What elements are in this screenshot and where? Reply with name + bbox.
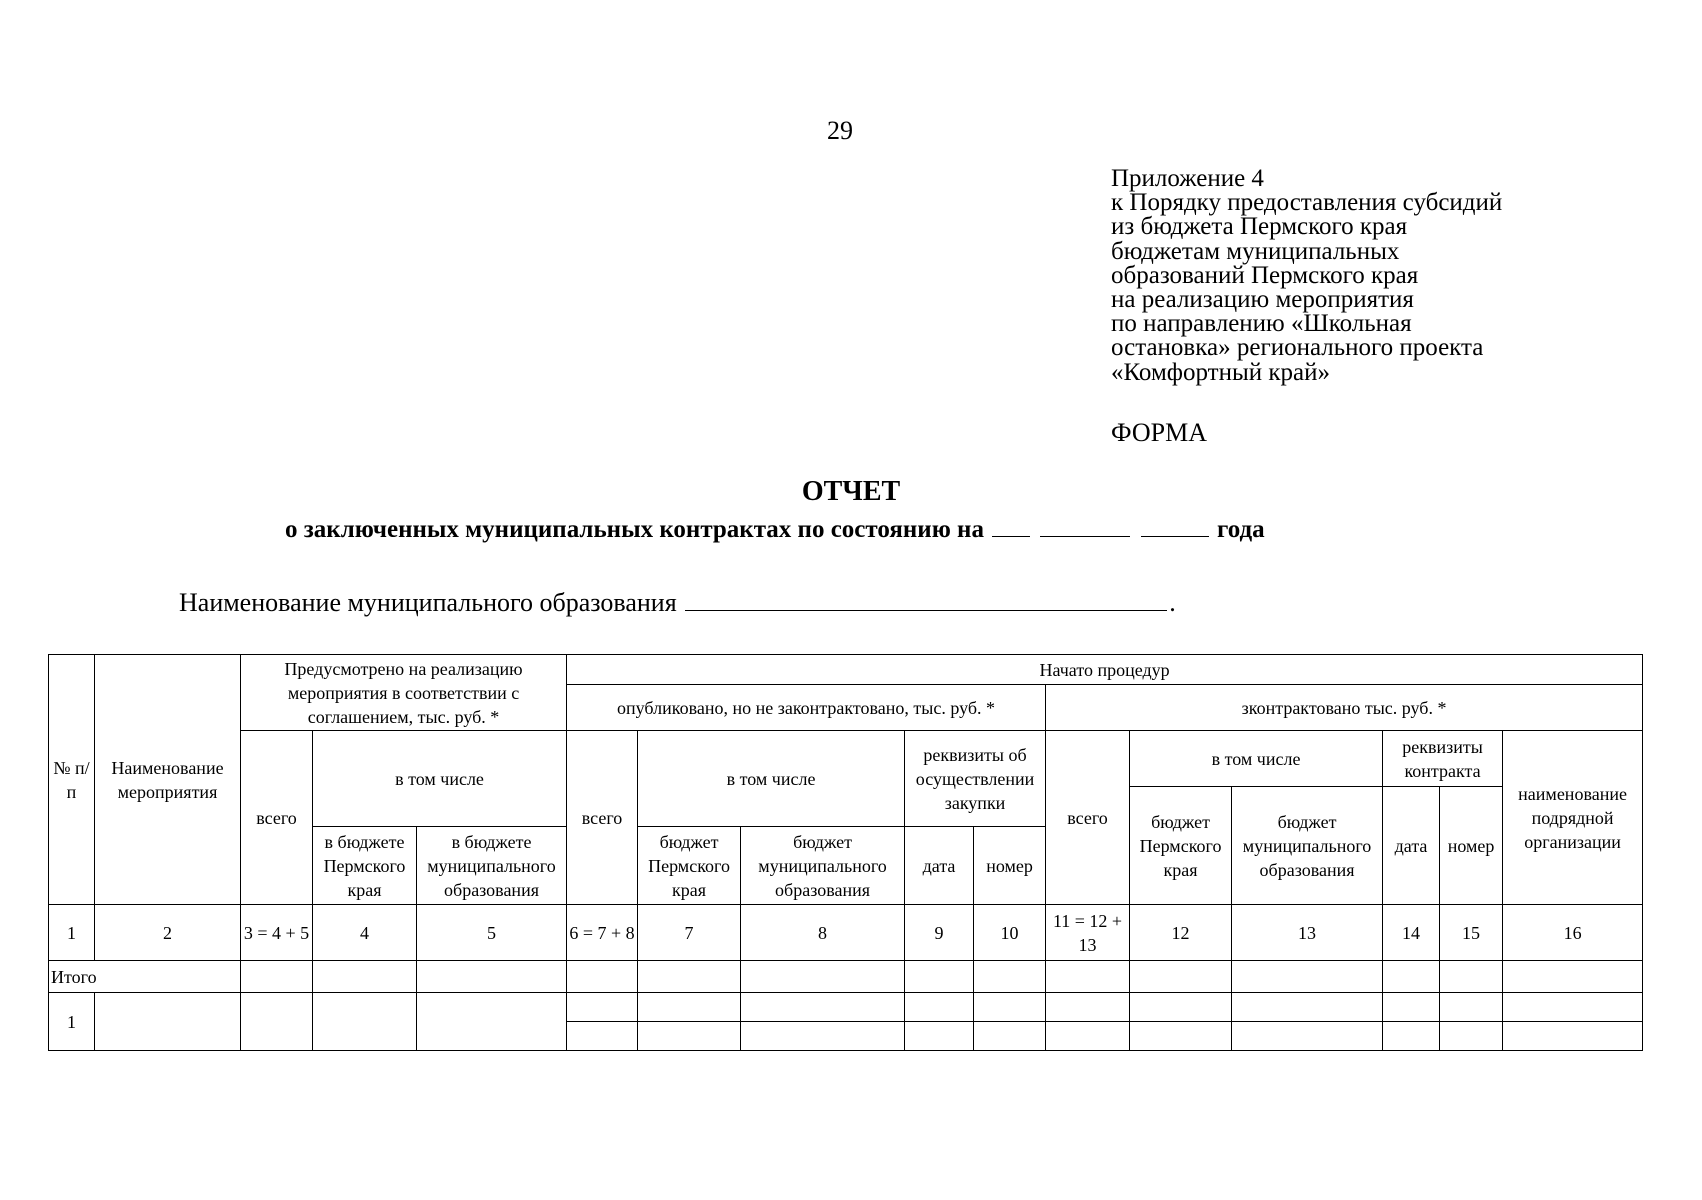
header-procurement-date: дата [905,827,974,905]
column-number: 11 = 12 + 13 [1046,905,1130,961]
table-cell[interactable] [313,961,417,993]
table-cell[interactable] [905,961,974,993]
column-number: 1 [49,905,95,961]
header-in-mun-budget: в бюджете муниципального образования [417,827,567,905]
appendix-block [1111,167,1581,385]
appendix-line: образований Пермского края [1111,261,1419,289]
table-cell[interactable] [741,961,905,993]
table-cell[interactable] [313,993,417,1051]
header-mun-budget: бюджет муниципального образования [741,827,905,905]
column-number: 12 [1130,905,1232,961]
column-number: 10 [974,905,1046,961]
table-cell[interactable] [741,1022,905,1051]
column-number: 7 [638,905,741,961]
report-subtitle [285,514,1265,544]
appendix-line: «Комфортный край» [1111,358,1330,386]
table-cell[interactable] [638,993,741,1022]
table-cell[interactable] [417,993,567,1051]
table-cell[interactable] [1046,993,1130,1022]
header-in-perm-budget: в бюджете Пермского края [313,827,417,905]
year-blank[interactable] [1141,514,1209,537]
header-row [49,655,1643,685]
municipality-label: Наименование муниципального образования [179,588,677,617]
table-cell[interactable] [1232,1022,1383,1051]
report-title: ОТЧЕТ [801,476,901,507]
column-number: 16 [1503,905,1643,961]
header-contractor: наименование подрядной организации [1503,731,1643,905]
table-cell[interactable] [1130,993,1232,1022]
header-perm-budget: бюджет Пермского края [1130,787,1232,905]
municipality-suffix: . [1169,588,1176,617]
header-row [49,731,1643,787]
form-label: ФОРМА [1111,418,1207,447]
table-cell[interactable] [638,1022,741,1051]
header-planned-including: в том числе [313,731,567,827]
table-cell[interactable] [567,961,638,993]
header-contracted-including: в том числе [1130,731,1383,787]
column-number: 14 [1383,905,1440,961]
column-numbers-row [49,905,1643,961]
table-cell[interactable] [567,1022,638,1051]
month-blank[interactable] [1040,514,1130,537]
table-cell[interactable] [241,961,313,993]
header-planned: Предусмотрено на реализацию мероприятия в соответствии с соглашением, тыс. руб. * [241,655,567,731]
table-cell[interactable] [638,961,741,993]
appendix-line: по направлению «Школьная [1111,310,1412,338]
header-procurement-number: номер [974,827,1046,905]
subtitle-text: о заключенных муниципальных контрактах по состоянию на [285,516,984,543]
header-contract-details: реквизиты контракта [1383,731,1503,787]
header-perm-budget: бюджет Пермского края [638,827,741,905]
total-label: Итого [49,961,241,993]
table-cell[interactable] [1383,961,1440,993]
header-started: Начато процедур [567,655,1643,685]
table-cell[interactable] [1383,993,1440,1022]
header-contract-number: номер [1440,787,1503,905]
header-contract-date: дата [1383,787,1440,905]
table-cell[interactable] [1440,993,1503,1022]
table-cell[interactable] [1440,1022,1503,1051]
table-cell[interactable] [1046,1022,1130,1051]
header-contracted-total: всего [1046,731,1130,905]
header-published: опубликовано, но не законтрактовано, тыс. руб. * [567,685,1046,731]
header-mun-budget: бюджет муниципального образования [1232,787,1383,905]
column-number: 4 [313,905,417,961]
appendix-line: из бюджета Пермского края [1111,213,1408,241]
table-cell[interactable] [1232,961,1383,993]
table-cell[interactable] [974,1022,1046,1051]
table-cell[interactable] [905,1022,974,1051]
table-cell[interactable] [1130,961,1232,993]
column-number: 15 [1440,905,1503,961]
table-cell[interactable] [567,993,638,1022]
table-cell[interactable] [1046,961,1130,993]
report-table [48,654,1643,1051]
appendix-line: к Порядку предоставления субсидий [1111,189,1503,217]
header-num: № п/п [49,655,95,905]
column-number: 6 = 7 + 8 [567,905,638,961]
appendix-line: остановка» регионального проекта [1111,334,1484,362]
column-number: 9 [905,905,974,961]
table-cell[interactable] [741,993,905,1022]
table-cell[interactable] [1503,961,1643,993]
header-name: Наименование мероприятия [95,655,241,905]
table-cell[interactable] [1503,993,1643,1022]
header-published-including: в том числе [638,731,905,827]
header-procurement-details: реквизиты об осуществлении закупки [905,731,1046,827]
header-published-total: всего [567,731,638,905]
table-cell[interactable] [241,993,313,1051]
table-cell[interactable] [974,993,1046,1022]
table-cell[interactable] [905,993,974,1022]
column-number: 13 [1232,905,1383,961]
table-cell[interactable] [1440,961,1503,993]
table-cell[interactable] [974,961,1046,993]
column-number: 2 [95,905,241,961]
municipality-line [179,588,1176,618]
appendix-line: Приложение 4 [1111,165,1264,192]
row-number: 1 [49,993,95,1051]
table-cell[interactable] [1503,1022,1643,1051]
table-row [49,993,1643,1022]
day-blank[interactable] [992,514,1030,537]
appendix-line: на реализацию мероприятия [1111,286,1414,314]
table-cell[interactable] [95,993,241,1051]
column-number: 8 [741,905,905,961]
page-number: 29 [827,116,853,145]
municipality-blank[interactable] [685,588,1167,611]
subtitle-suffix: года [1216,516,1265,543]
header-contracted: зконтрактовано тыс. руб. * [1046,685,1643,731]
appendix-line: бюджетам муниципальных [1111,237,1400,265]
total-row [49,961,1643,993]
table-cell[interactable] [1232,993,1383,1022]
table-cell[interactable] [1383,1022,1440,1051]
column-number: 3 = 4 + 5 [241,905,313,961]
table-cell[interactable] [417,961,567,993]
table-cell[interactable] [1130,1022,1232,1051]
header-planned-total: всего [241,731,313,905]
column-number: 5 [417,905,567,961]
